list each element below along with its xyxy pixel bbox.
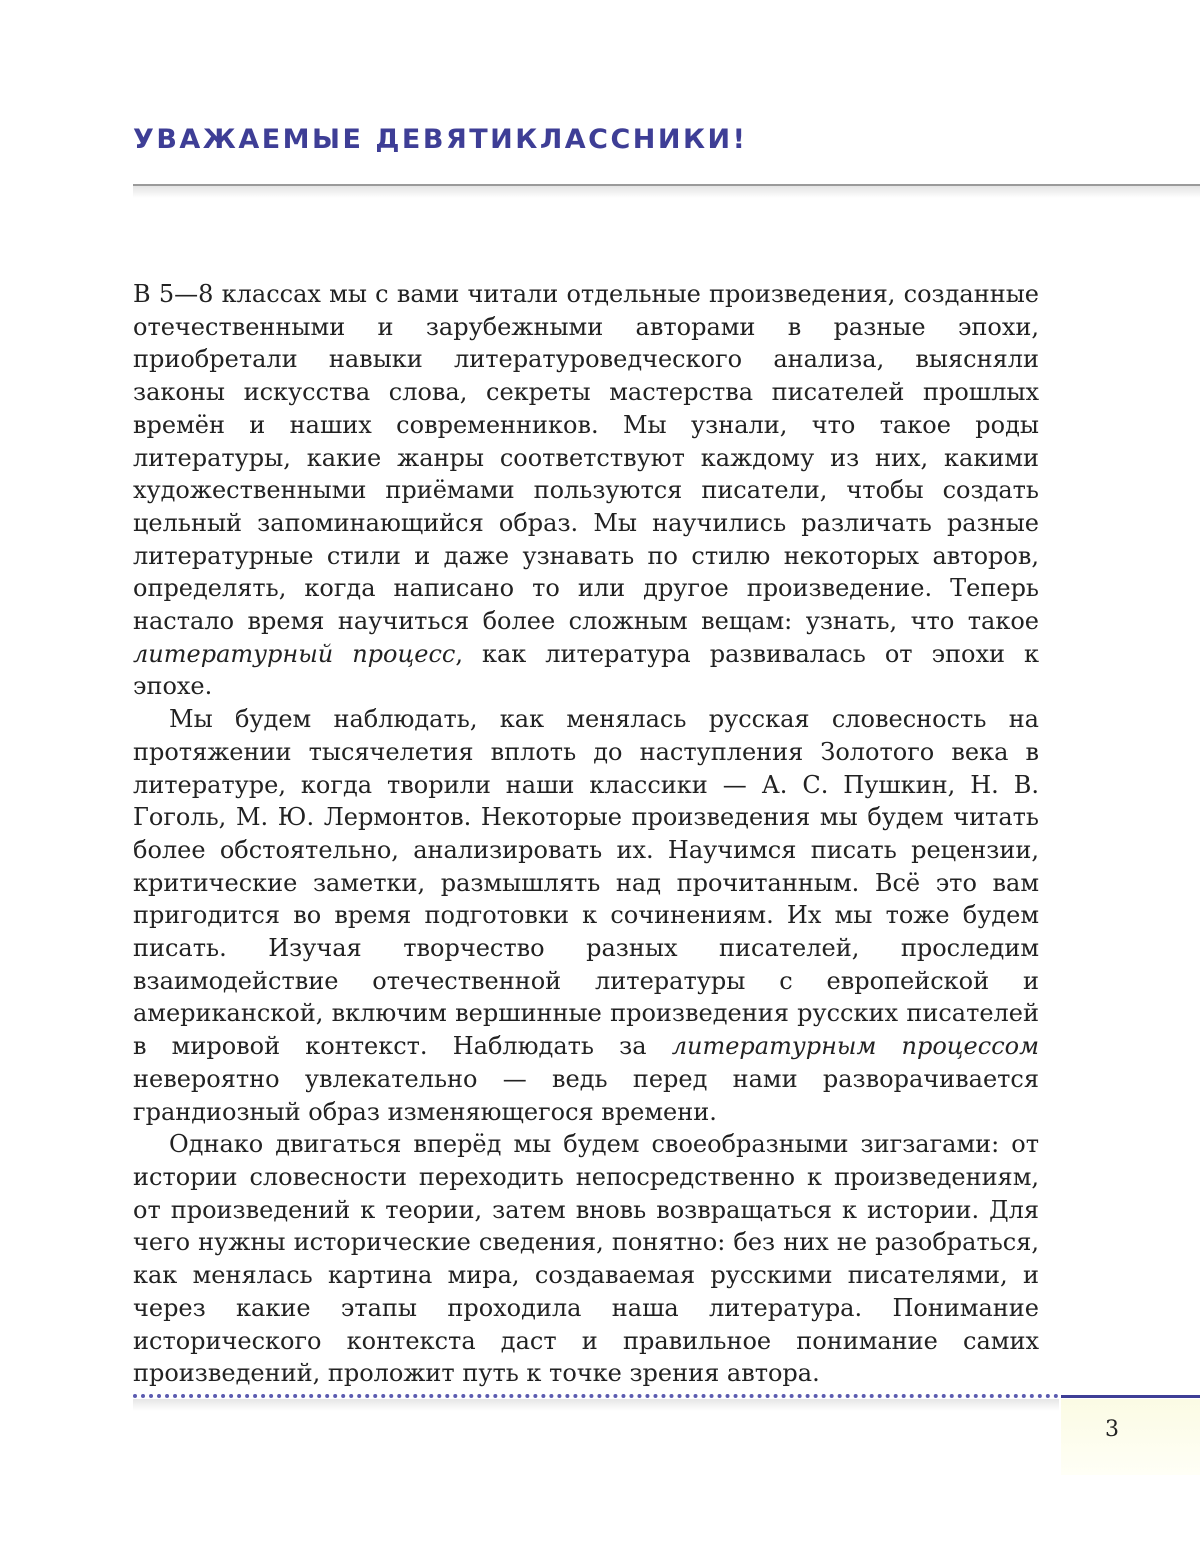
heading-divider-shadow: [133, 186, 1200, 198]
paragraph-2-text-b: невероятно увлекательно — ведь перед нами разворачивается грандиозный образ изменяющегося времени.: [133, 1064, 1039, 1126]
paragraph-1-text-a: В 5—8 классах мы с вами читали отдельные произведения, созданные отечественными и зарубежными авторами в разные эпохи, приобретали навыки литературоведческого анализа, выясняли законы искусства слова, секреты мастерства писателей прошлых времён и наших современников. Мы узнали, что такое роды литературы, какие жанры соответствуют каждому из них, какими художественными приёмами пользуются писатели, чтобы создать цельный запоминающийся образ. Мы научились различать разные литературные стили и даже узнавать по стилю некоторых авторов, определять, когда написано то или другое произведение. Теперь настало время научиться более сложным вещам: узнать, что такое: [133, 280, 1039, 636]
paragraph-1-text-b: , как литература развивалась от эпохи к эпохе.: [133, 639, 1039, 701]
body-text: [133, 278, 1039, 1390]
paragraph-2-term: литературным процессом: [671, 1032, 1039, 1061]
paragraph-3: [133, 1128, 1039, 1390]
page-number: 3: [1105, 1417, 1119, 1442]
footer-divider-shadow: [133, 1399, 1059, 1411]
paragraph-1: [133, 278, 1039, 703]
footer-solid-divider: [1061, 1395, 1200, 1398]
page-heading: УВАЖАЕМЫЕ ДЕВЯТИКЛАССНИКИ!: [133, 124, 748, 155]
paragraph-2-text-a: Мы будем наблюдать, как менялась русская словесность на протяжении тысячелетия вплоть до наступления Золотого века в литературе, когда творили наши классики — А. С. Пушкин, Н. В. Гоголь, М. Ю. Лермонтов. Некоторые произведения мы будем читать более обстоятельно, анализировать их. Научимся писать рецензии, критические заметки, размышлять над прочитанным. Всё это вам пригодится во время подготовки к сочинениям. Их мы тоже будем писать. Изучая творчество разных писателей, проследим взаимодействие отечественной литературы с европейской и американской, включим вершинные произведения русских писателей в мировой контекст. Наблюдать за: [133, 705, 1039, 1061]
paragraph-3-text: Однако двигаться вперёд мы будем своеобразными зигзагами: от истории словесности переходить непосредственно к произведениям, от произведений к теории, затем вновь возвращаться к истории. Для чего нужны исторические сведения, понятно: без них не разобраться, как менялась картина мира, создаваемая русскими писателями, и через какие этапы проходила наша литература. Понимание исторического контекста даст и правильное понимание самих произведений, проложит путь к точке зрения автора.: [133, 1130, 1039, 1388]
footer-dotted-divider: [133, 1394, 1059, 1398]
paragraph-2: [133, 703, 1039, 1128]
paragraph-1-term: литературный процесс: [133, 639, 456, 668]
